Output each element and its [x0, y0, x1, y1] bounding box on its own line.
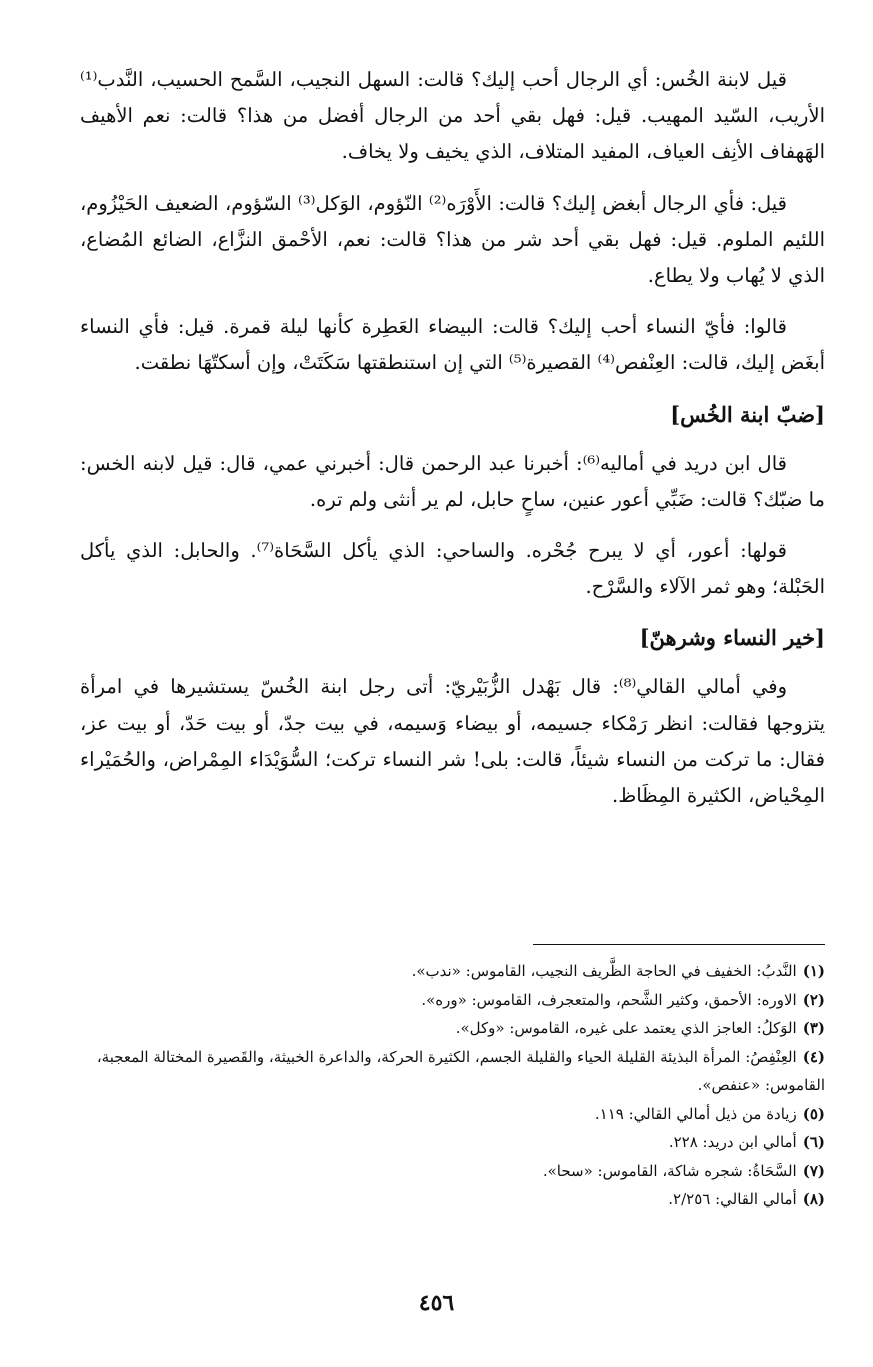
footnote-divider — [533, 944, 825, 945]
paragraph-ibn-durayd: قال ابن دريد في أماليه⁽⁶⁾: أخبرنا عبد الرحمن قال: أخبرني عمي، قال: قيل لابنه الخس: ما ضبّك؟ قالت: ضَبِّي أعور عنين، ساحٍ حابل، لم ير أنثى ولم تره. — [80, 451, 825, 511]
footnote: (٤)العِنْفِصُ: المرأة البذيئة القليلة الحياء والقليلة الجسم، الكثيرة الحركة، والداعرة الخبيثة، والقَصيرة المختالة المعجبة، القاموس: «عنفص». — [96, 1047, 825, 1094]
footnote: (٨)أمالي القالي: ٢/٢٥٦. — [668, 1190, 825, 1208]
section-heading-best-women: [خير النساء وشرهنّ] — [639, 625, 825, 651]
paragraph-disliked-men: قيل: فأي الرجال أبغض إليك؟ قالت: الأَوْرَه⁽²⁾ النّؤوم، الوَكل⁽³⁾ السّؤوم، الضعيف الحَيْزُوم، اللئيم الملوم. قيل: فهل بقي أحد شر من هذا؟ قالت: نعم، الأحْمق النزَّاع، الضائع المُضاع، الذي لا يُهاب ولا يطاع. — [80, 191, 825, 288]
footnote: (٢)الاوره: الأحمق، وكثير الشَّحم، والمتعجرف، القاموس: «وره». — [421, 990, 825, 1009]
footnote: (٧)السَّحَاةُ: شجره شاكة، القاموس: «سحا». — [542, 1161, 825, 1180]
paragraph-explanation: قولها: أعور، أي لا يبرح جُحْره. والساحي: الذي يأكل السَّحَاة⁽⁷⁾. والحابل: الذي يأكل الحَبْلة؛ وهو ثمر الآلاء والسَّرْح. — [80, 539, 825, 599]
paragraph-preferred-men: قيل لابنة الخُس: أي الرجال أحب إليك؟ قالت: السهل النجيب، السَّمح الحسيب، النَّدب⁽¹⁾ الأريب، السّيد المهيب. قيل: فهل بقي أحد من الرجال أفضل من هذا؟ قالت: نعم الأهيف الهَهفاف الأنِف العياف، المفيد المتلاف، الذي يخيف ولا يخاف. — [80, 68, 825, 164]
main-text — [80, 62, 825, 829]
page-number: ٤٥٦ — [418, 1290, 455, 1316]
footnotes — [80, 957, 825, 1214]
footnote: (٦)أمالي ابن دريد: ٢٢٨. — [668, 1133, 825, 1151]
paragraph-qali: وفي أمالي القالي⁽⁸⁾: قال بَهْدل الزُّبَيْريّ: أتى رجل ابنة الخُسّ يستشيرها في امرأة يتزوجها فقالت: انظر رَمْكاء جسيمه، أو بيضاء وَسيمه، في بيت جدّ، أو بيت حَدّ، أو بيت عز، فقال: ما تركت من النساء شيئاً، قالت: بلى! شر النساء تركت؛ السُّوَيْدَاء المِمْراض، والحُمَيْراء المِحْياض، الكثيرة المِظَاظ. — [80, 675, 825, 808]
paragraph-women: قالوا: فأيّ النساء أحب إليك؟ قالت: البيضاء العَطِرة كأنها ليلة قمرة. قيل: فأي النساء أبغَض إليك، قالت: العِنْفص⁽⁴⁾ القصيرة⁽⁵⁾ التي إن استنطقتها سَكَتَتْ، وإن أسكتّهَا نطقت. — [80, 315, 825, 375]
section-heading-dabb: [ضبّ ابنة الخُس] — [670, 401, 825, 427]
footnote: (٣)الوَكلُ: العاجز الذي يعتمد على غيره، القاموس: «وكل». — [455, 1019, 825, 1037]
footnote: (٥)زيادة من ذيل أمالي القالي: ١١٩. — [594, 1104, 825, 1123]
footnote: (١)النَّدبُ: الخفيف في الحاجة الظَّريف النجيب، القاموس: «ندب». — [411, 962, 825, 980]
